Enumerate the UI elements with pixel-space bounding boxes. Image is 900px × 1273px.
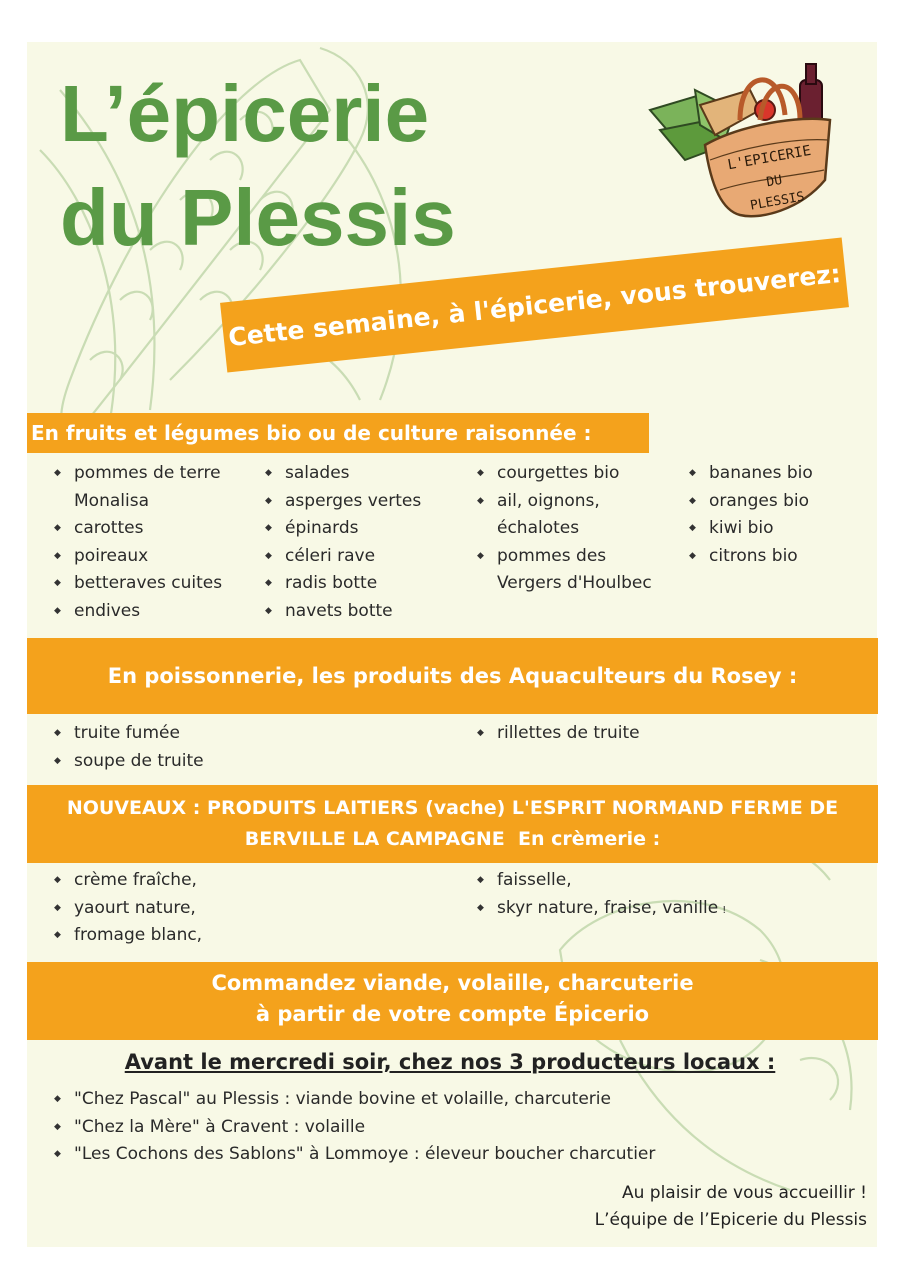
list-item: ◆ oranges bio bbox=[687, 488, 867, 516]
fruits-list-col-2 bbox=[263, 460, 463, 625]
list-item: ◆ "Les Cochons des Sablons" à Lommoye : éleveur boucher charcutier bbox=[52, 1141, 852, 1169]
poisson-list-col-2 bbox=[475, 720, 875, 748]
producteurs-heading bbox=[0, 1050, 900, 1074]
list-item: ◆ courgettes bio bbox=[475, 460, 675, 488]
list-item: ◆ rillettes de truite bbox=[475, 720, 875, 748]
page-title bbox=[60, 62, 456, 270]
list-item-suffix: ! bbox=[722, 904, 727, 916]
list-item: ◆ truite fumée bbox=[52, 720, 452, 748]
list-item: ◆ pommes de terre Monalisa bbox=[52, 460, 252, 515]
list-item: ◆ épinards bbox=[263, 515, 463, 543]
list-item bbox=[475, 895, 875, 925]
fruits-heading: En fruits et légumes bio ou de culture raisonnée : bbox=[27, 413, 649, 453]
laitiers-heading-line-2: BERVILLE LA CAMPAGNE En crèmerie : bbox=[244, 828, 661, 850]
laitiers-list-col-1 bbox=[52, 867, 452, 950]
list-item: ◆ salades bbox=[263, 460, 463, 488]
list-item: ◆ betteraves cuites bbox=[52, 570, 252, 598]
title-line-2: du Plessis bbox=[60, 173, 456, 262]
laitiers-heading-line-1: NOUVEAUX : PRODUITS LAITIERS (vache) L'ESPRIT NORMAND FERME DE bbox=[66, 797, 839, 819]
commande-line-2: à partir de votre compte Épicerio bbox=[255, 1002, 650, 1026]
list-item: ◆ fromage blanc, bbox=[52, 922, 452, 950]
list-item: ◆ endives bbox=[52, 598, 252, 626]
list-item: ◆ ail, oignons, échalotes bbox=[475, 488, 675, 543]
list-item: ◆ kiwi bio bbox=[687, 515, 867, 543]
week-banner-text: Cette semaine, à l'épicerie, vous trouverez: bbox=[226, 258, 843, 352]
list-item: ◆ céleri rave bbox=[263, 543, 463, 571]
commande-line-1: Commandez viande, volaille, charcuterie bbox=[211, 971, 694, 995]
list-item: ◆ poireaux bbox=[52, 543, 252, 571]
producteurs-heading-text: Avant le mercredi soir, chez nos 3 producteurs locaux : bbox=[124, 1050, 776, 1074]
laitiers-heading bbox=[27, 785, 878, 863]
list-item: ◆ pommes des Vergers d'Houlbec bbox=[475, 543, 675, 598]
producteurs-list bbox=[52, 1086, 852, 1169]
signoff-line-2: L’équipe de l’Epicerie du Plessis bbox=[594, 1210, 867, 1230]
list-item: ◆ navets botte bbox=[263, 598, 463, 626]
logo-text-line-2: DU bbox=[765, 172, 784, 191]
poisson-heading: En poissonnerie, les produits des Aquaculteurs du Rosey : bbox=[27, 638, 878, 714]
list-item: ◆ citrons bio bbox=[687, 543, 867, 571]
grocery-bag-logo-icon bbox=[640, 50, 845, 230]
signoff bbox=[595, 1180, 867, 1234]
list-item: ◆ faisselle, bbox=[475, 867, 875, 895]
signoff-line-1: Au plaisir de vous accueillir ! bbox=[621, 1183, 867, 1203]
list-item: ◆ "Chez Pascal" au Plessis : viande bovine et volaille, charcuterie bbox=[52, 1086, 852, 1114]
list-item: ◆ soupe de truite bbox=[52, 748, 452, 776]
logo-text-line-3: PLESSIS bbox=[749, 189, 806, 214]
fruits-list-col-4 bbox=[687, 460, 867, 570]
list-item-text: skyr nature, fraise, vanille bbox=[497, 897, 719, 918]
title-line-1: L’épicerie bbox=[60, 69, 430, 158]
list-item: ◆ yaourt nature, bbox=[52, 895, 452, 923]
poisson-list-col-1 bbox=[52, 720, 452, 775]
commande-heading bbox=[27, 962, 878, 1040]
list-item: ◆ bananes bio bbox=[687, 460, 867, 488]
list-item: ◆ crème fraîche, bbox=[52, 867, 452, 895]
list-item: ◆ carottes bbox=[52, 515, 252, 543]
logo-text-line-1: L'EPICERIE bbox=[726, 142, 813, 174]
list-item: ◆ "Chez la Mère" à Cravent : volaille bbox=[52, 1114, 852, 1142]
fruits-list-col-3 bbox=[475, 460, 675, 598]
laitiers-list-col-2 bbox=[475, 867, 875, 924]
fruits-list-col-1 bbox=[52, 460, 252, 625]
list-item: ◆ asperges vertes bbox=[263, 488, 463, 516]
list-item: ◆ radis botte bbox=[263, 570, 463, 598]
